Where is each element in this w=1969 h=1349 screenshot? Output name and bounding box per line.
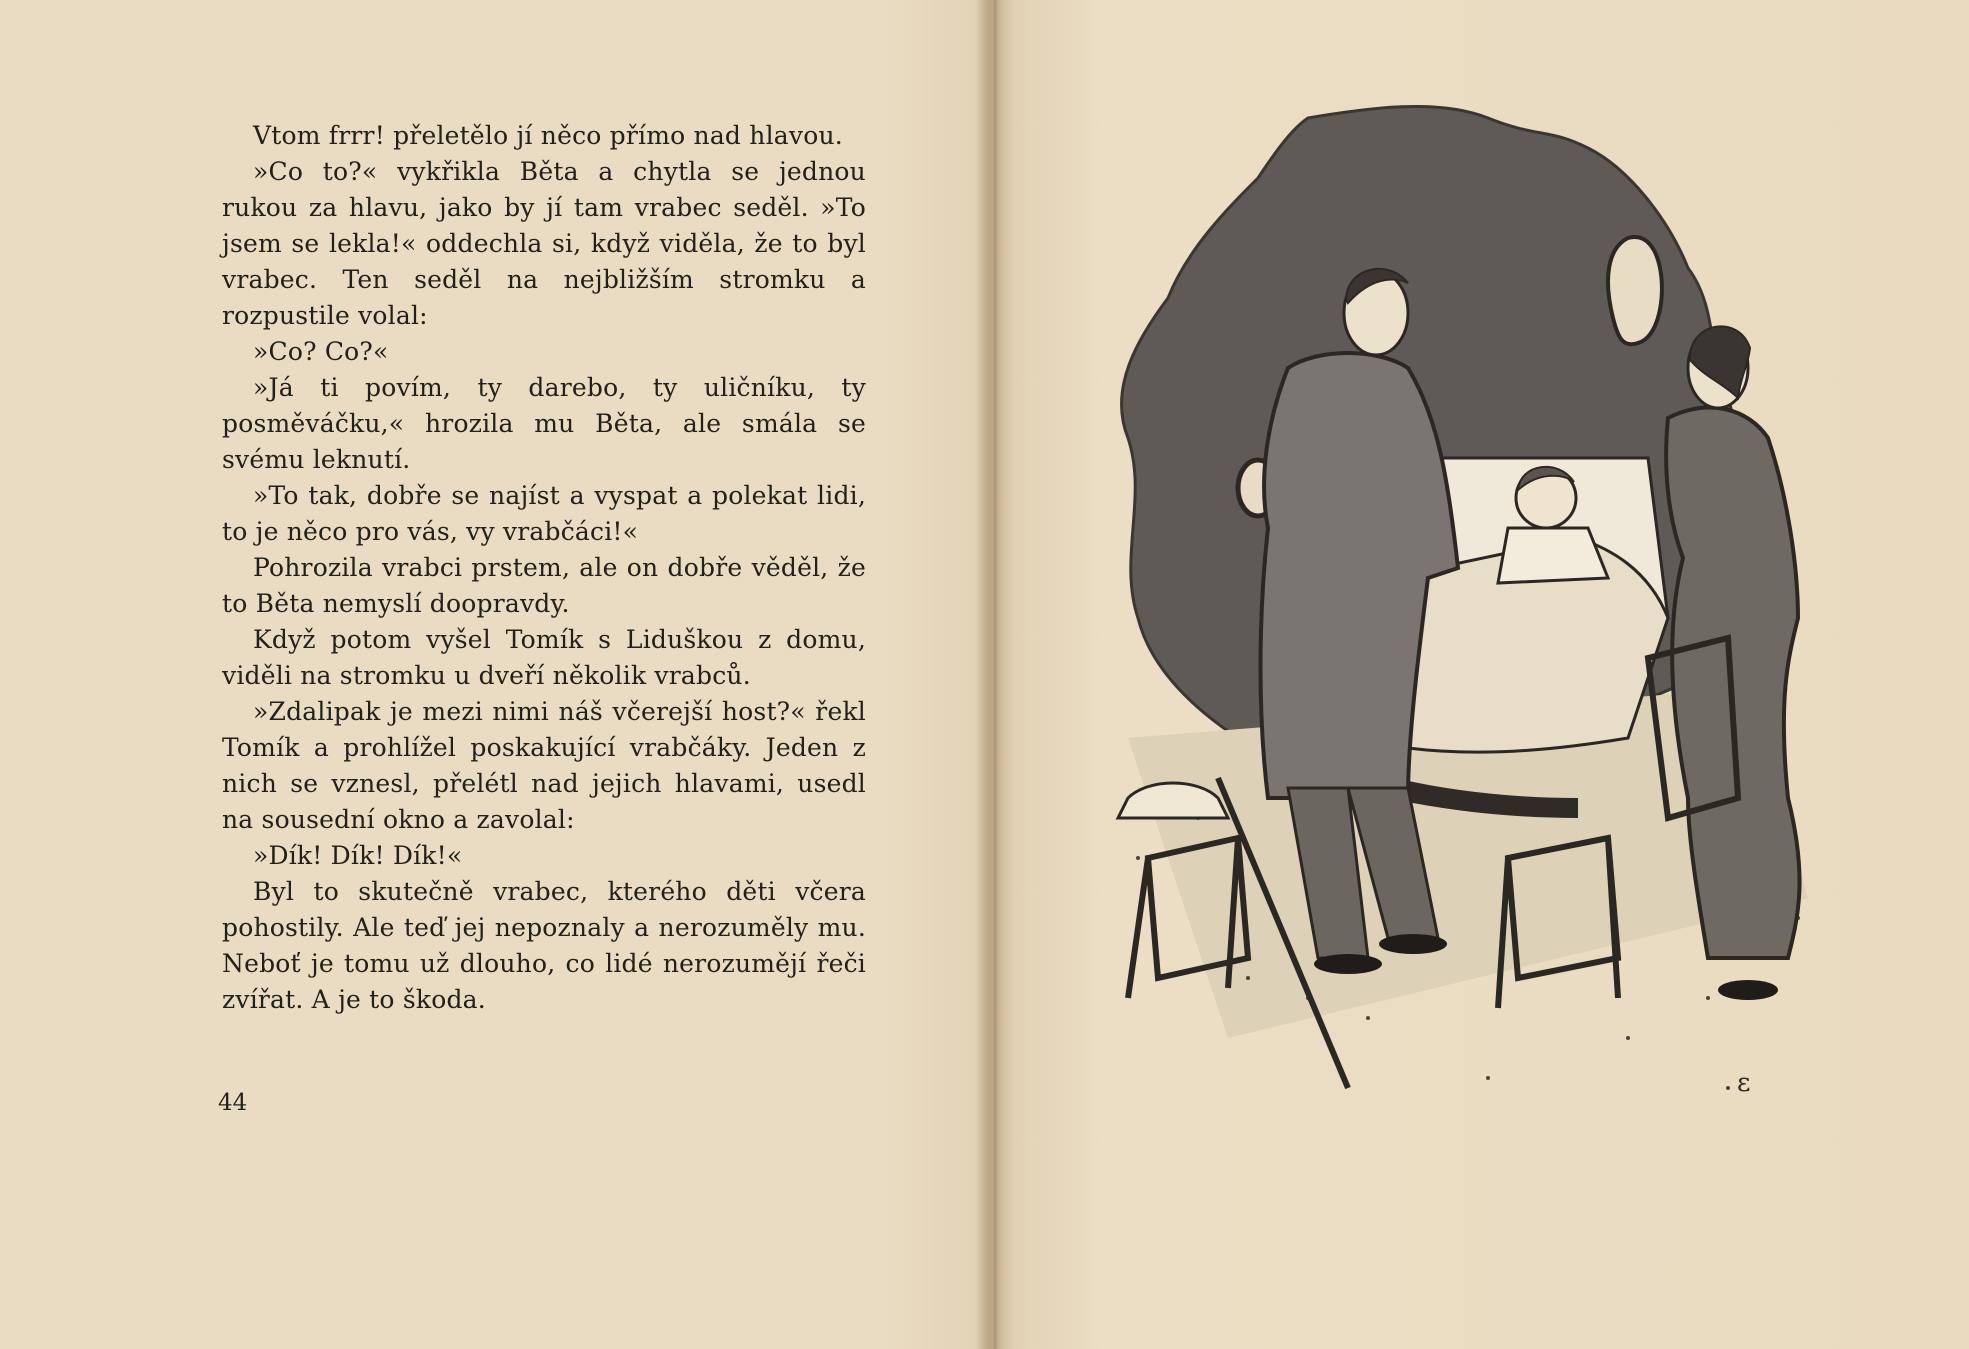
paragraph-4: »Já ti povím, ty darebo, ty uličníku, ty posměváčku,« hrozila mu Běta, ale smála se svému leknutí. (222, 373, 866, 474)
paragraph-8: »Zdalipak je mezi nimi náš včerejší host?« řekl Tomík a prohlížel poskakující vrabčáky. Jeden z nich se vznesl, přelétl nad jejich hlavami, usedl na sousední okno a zavolal: (222, 697, 866, 834)
doctor-shoe-right (1379, 934, 1447, 954)
paragraph-3: »Co? Co?« (253, 337, 389, 366)
doctor-shoe-left (1314, 954, 1382, 974)
paragraph-9: »Dík! Dík! Dík!« (253, 841, 463, 870)
child-body (1498, 528, 1608, 583)
illustrator-signature: ε (1737, 1068, 1751, 1098)
paragraph-1: Vtom frrr! přeletělo jí něco přímo nad hlavou. (253, 121, 843, 150)
illustration-doctor-visit (1108, 98, 1828, 1110)
paragraph-6: Pohrozila vrabci prstem, ale on dobře věděl, že to Běta nemyslí doopravdy. (222, 553, 866, 618)
paragraph-5: »To tak, dobře se najíst a vyspat a polekat lidi, to je něco pro vás, vy vrabčáci!« (222, 481, 866, 546)
paragraph-10: Byl to skutečně vrabec, kterého děti včera pohostily. Ale teď jej nepoznaly a nerozuměly mu. Neboť je tomu už dlouho, co lidé nerozumějí řeči zvířat. A je to škoda. (222, 877, 866, 1014)
wall-plaque-madonna (1608, 237, 1662, 344)
story-text (222, 118, 866, 1018)
page-number: 44 (218, 1090, 248, 1116)
mother-shoe (1718, 980, 1778, 1000)
paragraph-7: Když potom vyšel Tomík s Liduškou z domu, viděli na stromku u dveří několik vrabců. (222, 625, 866, 690)
paragraph-2: »Co to?« vykřikla Běta a chytla se jednou rukou za hlavu, jako by jí tam vrabec seděl. »To jsem se lekla!« oddechla si, když viděla, že to byl vrabec. Ten seděl na nejbližším stromku a rozpustile volal: (222, 157, 866, 330)
